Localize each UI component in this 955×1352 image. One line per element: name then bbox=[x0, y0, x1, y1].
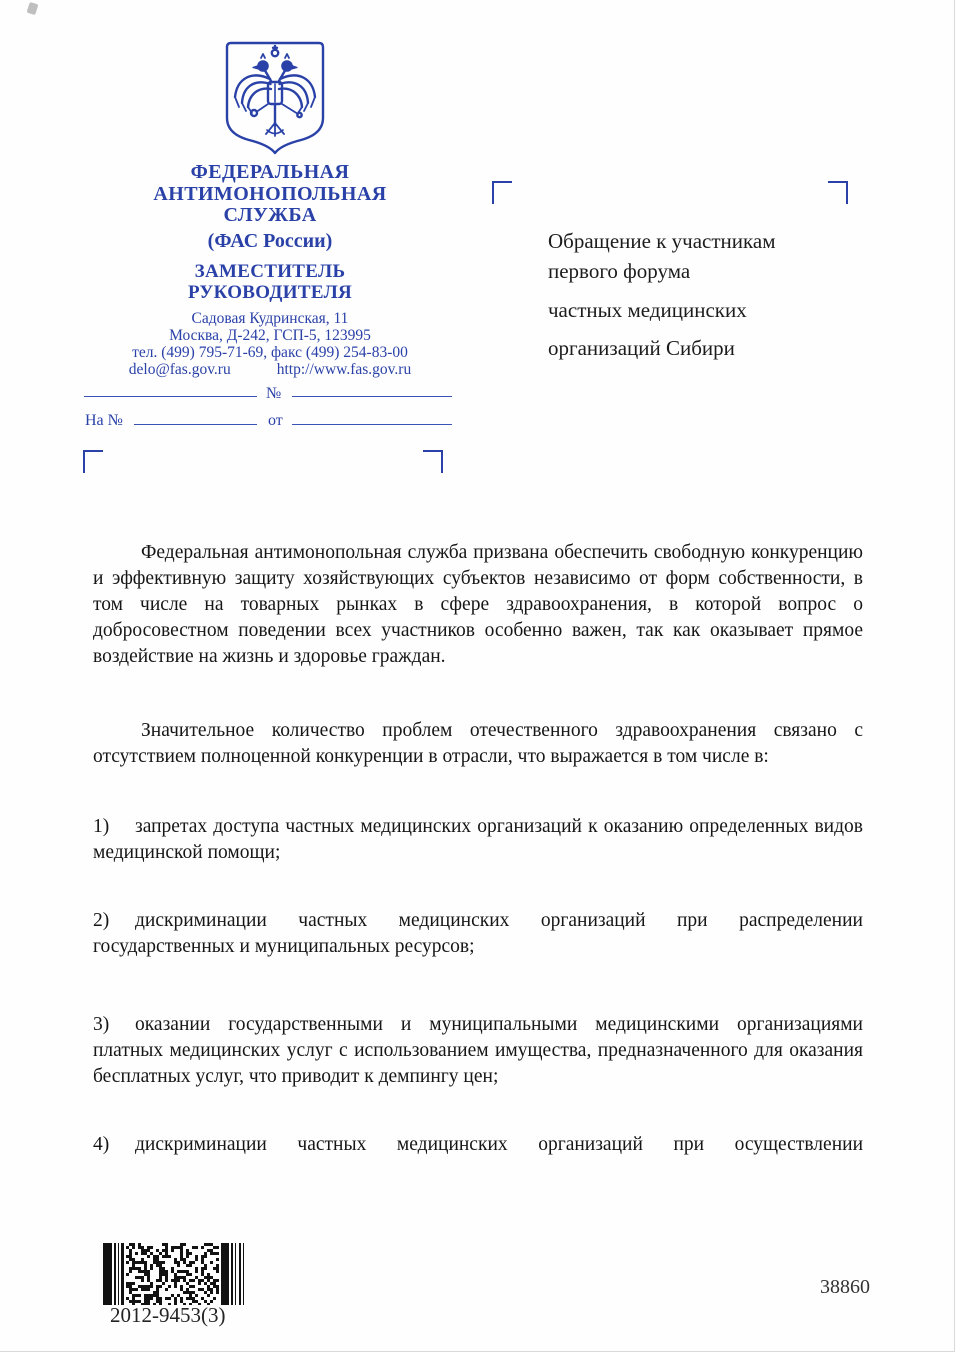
outgoing-number-blank-line bbox=[84, 396, 257, 397]
list-item bbox=[93, 908, 863, 960]
outgoing-date-blank-line bbox=[292, 396, 452, 397]
list-item-number: 2) bbox=[93, 910, 110, 931]
list-item bbox=[93, 1132, 863, 1158]
body-paragraph: Федеральная антимонопольная служба призвана обеспечить свободную конкуренцию и эффективную защиту хозяйствующих субъектов независимо от форм собственности, в том числе на товарных рынках в сфере здравоохранения, в которой вопрос о добросовестном поведении всех участников особенно важен, так как оказывает прямое воздействие на жизнь и здоровье граждан. bbox=[93, 542, 863, 667]
recipient-zone-corner-top-right bbox=[828, 181, 848, 204]
org-name-line: СЛУЖБА bbox=[223, 204, 317, 226]
list-item-text: дискриминации частных медицинских организаций при распределении государственных и муниципальных ресурсов; bbox=[93, 910, 863, 957]
org-name-line: АНТИМОНОПОЛЬНАЯ bbox=[153, 182, 387, 205]
recipient-block bbox=[548, 228, 868, 362]
list-item-text: оказании государственными и муниципальными медицинскими организациями платных медицинских услуг с использованием имущества, предназначенного для оказания бесплатных услуг, что приводит к демпингу цен; bbox=[93, 1014, 863, 1087]
phone-fax-line: тел. (499) 795-71-69, факс (499) 254-83-00 bbox=[132, 343, 408, 361]
list-item-number: 3) bbox=[93, 1014, 110, 1035]
org-short-name: (ФАС России) bbox=[207, 229, 333, 252]
coat-of-arms-emblem bbox=[218, 40, 332, 162]
email-text: delo@fas.gov.ru bbox=[128, 360, 231, 378]
document-registration-number: 38860 bbox=[820, 1276, 870, 1298]
address-line: Садовая Кудринская, 11 bbox=[191, 309, 349, 327]
list-item-text: дискриминации частных медицинских организаций при осуществлении bbox=[135, 1134, 863, 1155]
address-zone-corner-bottom-left bbox=[83, 450, 103, 473]
list-item-text: запретах доступа частных медицинских организаций к оказанию определенных видов медицинской помощи; bbox=[93, 816, 863, 863]
scan-artifact bbox=[27, 2, 39, 15]
list-item bbox=[93, 814, 863, 866]
body-paragraph: Значительное количество проблем отечественного здравоохранения связано с отсутствием полноценной конкуренции в отрасли, что выражается в том числе в: bbox=[93, 720, 863, 767]
signer-position-line: РУКОВОДИТЕЛЯ bbox=[187, 281, 353, 303]
website-text: http://www.fas.gov.ru bbox=[276, 360, 412, 378]
signer-position-line: ЗАМЕСТИТЕЛЬ bbox=[194, 260, 346, 282]
reply-date-blank-line bbox=[292, 424, 452, 425]
letterhead bbox=[85, 162, 455, 378]
letter-body bbox=[93, 540, 863, 1158]
document-barcode bbox=[103, 1243, 253, 1305]
contacts-row bbox=[85, 361, 455, 378]
list-item-number: 1) bbox=[93, 816, 110, 837]
list-item bbox=[93, 1012, 863, 1090]
recipient-zone-corner-top-left bbox=[492, 181, 512, 204]
from-label: от bbox=[268, 412, 283, 429]
address-zone-corner-bottom-right bbox=[423, 450, 443, 473]
reply-number-blank-line bbox=[134, 424, 257, 425]
recipient-line: организаций Сибири bbox=[548, 336, 735, 360]
number-sign-label: № bbox=[266, 385, 282, 402]
recipient-line: первого форума bbox=[548, 259, 691, 283]
reply-to-number-label: На № bbox=[85, 412, 123, 429]
recipient-line: частных медицинских bbox=[548, 298, 747, 322]
org-name-line: ФЕДЕРАЛЬНАЯ bbox=[190, 161, 350, 183]
recipient-line: Обращение к участникам bbox=[548, 229, 776, 253]
barcode-label: 2012-9453(3) bbox=[110, 1303, 226, 1327]
address-line: Москва, Д-242, ГСП-5, 123995 bbox=[169, 326, 371, 344]
list-item-number: 4) bbox=[93, 1134, 110, 1155]
